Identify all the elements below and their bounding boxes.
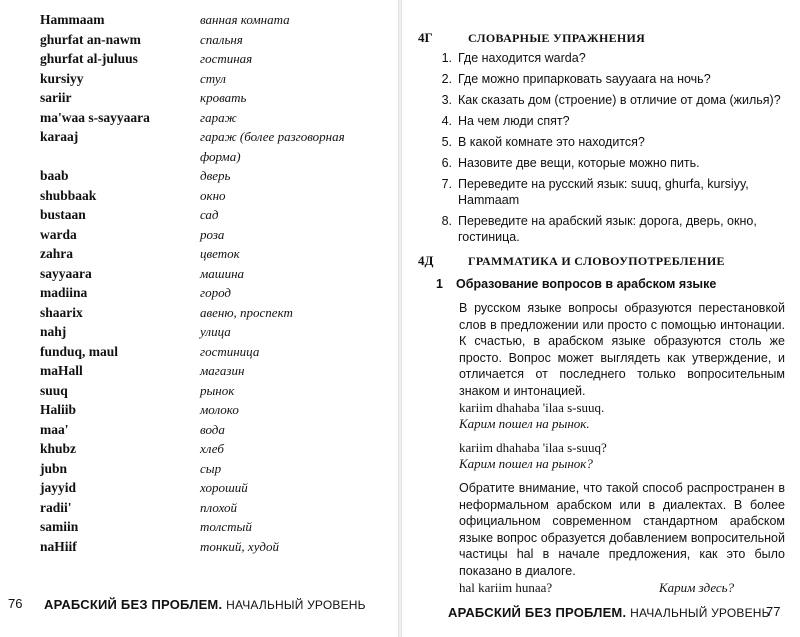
vocab-translation: спальня	[200, 31, 243, 47]
vocab-term: samiin	[40, 519, 79, 534]
vocab-row	[40, 10, 380, 30]
example-3	[459, 580, 785, 596]
vocab-translation: плохой	[200, 499, 238, 515]
vocab-term: kursiyy	[40, 70, 84, 86]
question-item	[430, 155, 785, 171]
vocab-translation: рынок	[200, 382, 235, 398]
vocab-row	[40, 439, 380, 459]
vocab-list	[40, 10, 380, 556]
question-item	[430, 71, 785, 87]
vocab-translation: вода	[200, 421, 225, 437]
footer-left	[44, 597, 366, 612]
section-heading-4g	[418, 30, 788, 46]
vocab-translation: кровать	[200, 90, 247, 105]
question-number: 1.	[441, 51, 452, 65]
vocab-row	[40, 127, 380, 166]
question-number: 4.	[441, 114, 452, 128]
question-number: 3.	[441, 93, 452, 107]
vocab-term: Haliib	[40, 402, 77, 417]
footer-sub-left: НАЧАЛЬНЫЙ УРОВЕНЬ	[226, 598, 366, 612]
example-3-russian: Карим здесь?	[659, 580, 735, 595]
vocab-row	[40, 186, 380, 206]
example-3-arabic: hal kariim hunaa?	[459, 580, 553, 595]
vocab-translation: авеню, проспект	[200, 304, 293, 320]
vocab-row	[40, 459, 380, 479]
page-number-right: 77	[766, 604, 781, 619]
question-list	[430, 50, 785, 250]
vocab-term: radii'	[40, 499, 72, 515]
vocab-term: karaaj	[40, 129, 79, 144]
subsection-title: Образование вопросов в арабском языке	[456, 277, 717, 291]
vocab-row	[40, 420, 380, 440]
section-title: ГРАММАТИКА И СЛОВОУПОТРЕБЛЕНИЕ	[468, 254, 725, 268]
vocab-row	[40, 517, 380, 537]
vocab-translation: сад	[200, 207, 219, 222]
section-title: СЛОВАРНЫЕ УПРАЖНЕНИЯ	[468, 31, 646, 45]
vocab-row	[40, 498, 380, 518]
section-heading-4d	[418, 253, 788, 269]
vocab-term: baab	[40, 168, 69, 183]
vocab-translation: стул	[200, 70, 226, 86]
vocab-translation: машина	[200, 265, 245, 281]
question-text: В какой комнате это находится?	[458, 135, 645, 149]
vocab-term: shubbaak	[40, 187, 97, 203]
question-text: Назовите две вещи, которые можно пить.	[458, 156, 700, 170]
question-text: Переведите на русский язык: suuq, ghurfa, kursiyy, Hammaam	[458, 177, 749, 207]
vocab-translation: гараж (более разговорная форма)	[200, 129, 345, 164]
vocab-translation: хороший	[200, 480, 248, 495]
vocab-translation: хлеб	[200, 441, 224, 456]
section-number: 4Г	[418, 30, 433, 45]
example-1-russian: Карим пошел на рынок.	[459, 416, 590, 431]
vocab-row	[40, 166, 380, 186]
vocab-term: shaarix	[40, 304, 83, 320]
vocab-translation: улица	[200, 324, 231, 339]
vocab-row	[40, 303, 380, 323]
question-text: Как сказать дом (строение) в отличие от дома (жилья)?	[458, 93, 781, 107]
subsection-number: 1	[436, 277, 443, 291]
vocab-term: sayyaara	[40, 265, 92, 281]
vocab-row	[40, 30, 380, 50]
question-item	[430, 176, 785, 208]
vocab-translation: магазин	[200, 363, 245, 378]
vocab-translation: сыр	[200, 460, 222, 476]
vocab-row	[40, 225, 380, 245]
vocab-row	[40, 283, 380, 303]
vocab-term: suuq	[40, 382, 68, 398]
vocab-term: ma'waa s-sayyaara	[40, 109, 150, 125]
vocab-term: madiina	[40, 285, 88, 300]
vocab-row	[40, 537, 380, 557]
vocab-translation: гостиная	[200, 51, 253, 66]
question-text: Где можно припарковать sayyaara на ночь?	[458, 72, 711, 86]
footer-right	[448, 605, 770, 620]
vocab-row	[40, 478, 380, 498]
example-2-russian: Карим пошел на рынок?	[459, 456, 593, 471]
vocab-translation: молоко	[200, 402, 239, 417]
example-2-arabic: kariim dhahaba 'ilaa s-suuq?	[459, 440, 607, 455]
subsection-heading	[436, 277, 786, 291]
right-page	[400, 0, 800, 637]
question-item	[430, 213, 785, 245]
vocab-translation: гостиница	[200, 343, 260, 359]
section-number: 4Д	[418, 253, 434, 268]
question-number: 8.	[441, 214, 452, 228]
question-item	[430, 113, 785, 129]
vocab-row	[40, 400, 380, 420]
question-text: Переведите на арабский язык: дорога, дверь, окно, гостиница.	[458, 214, 757, 244]
footer-title-right: АРАБСКИЙ БЕЗ ПРОБЛЕМ.	[448, 605, 627, 620]
vocab-row	[40, 49, 380, 69]
vocab-term: warda	[40, 226, 77, 242]
vocab-row	[40, 322, 380, 342]
vocab-translation: дверь	[200, 168, 231, 183]
vocab-term: zahra	[40, 246, 73, 261]
question-number: 6.	[441, 156, 452, 170]
example-1	[459, 400, 785, 432]
vocab-translation: тонкий, худой	[200, 538, 279, 554]
vocab-translation: гараж	[200, 109, 237, 125]
vocab-row	[40, 88, 380, 108]
paragraph-intro: В русском языке вопросы образуются перестановкой слов в предложении или просто с помощью интонации. К счастью, в арабском языке образуются столь же просто. Вопрос может выглядеть как утверждение, и отличается от последнего только вопросительным знаком и интонацией.	[459, 301, 785, 398]
vocab-term: maa'	[40, 421, 69, 437]
vocab-row	[40, 381, 380, 401]
question-item	[430, 92, 785, 108]
vocab-term: ghurfat al-juluus	[40, 51, 138, 66]
vocab-translation: роза	[200, 226, 225, 242]
vocab-term: jayyid	[40, 480, 77, 495]
example-2	[459, 440, 785, 472]
question-text: Где находится warda?	[458, 51, 586, 65]
vocab-row	[40, 69, 380, 89]
footer-sub-right: НАЧАЛЬНЫЙ УРОВЕНЬ	[630, 606, 770, 620]
vocab-term: Hammaam	[40, 12, 105, 27]
vocab-term: khubz	[40, 441, 77, 456]
vocab-term: naHiif	[40, 538, 77, 554]
footer-title-left: АРАБСКИЙ БЕЗ ПРОБЛЕМ.	[44, 597, 223, 612]
vocab-term: maHall	[40, 363, 83, 378]
vocab-translation: цветок	[200, 246, 240, 261]
example-1-arabic: kariim dhahaba 'ilaa s-suuq.	[459, 400, 605, 415]
vocab-term: funduq, maul	[40, 343, 119, 359]
vocab-term: bustaan	[40, 207, 86, 222]
vocab-row	[40, 342, 380, 362]
question-number: 2.	[441, 72, 452, 86]
vocab-translation: город	[200, 285, 231, 300]
vocab-translation: окно	[200, 187, 226, 203]
page-number-left: 76	[8, 596, 23, 611]
vocab-row	[40, 264, 380, 284]
vocab-row	[40, 205, 380, 225]
question-text: На чем люди спят?	[458, 114, 570, 128]
vocab-translation: ванная комната	[200, 12, 290, 27]
vocab-row	[40, 108, 380, 128]
question-number: 5.	[441, 135, 452, 149]
paragraph-note: Обратите внимание, что такой способ распространен в неформальном арабском или в диалектах. В более официальном современном стандартном арабском языке вопрос образуется добавлением вопросительной частицы hal в начале предложения, как это было показано в диалоге.	[459, 481, 785, 578]
vocab-row	[40, 361, 380, 381]
vocab-term: nahj	[40, 324, 67, 339]
vocab-term: jubn	[40, 460, 68, 476]
vocab-row	[40, 244, 380, 264]
question-number: 7.	[441, 177, 452, 191]
vocab-term: ghurfat an-nawm	[40, 31, 141, 47]
vocab-term: sariir	[40, 90, 72, 105]
question-item	[430, 50, 785, 66]
question-item	[430, 134, 785, 150]
vocab-translation: толстый	[200, 519, 252, 534]
